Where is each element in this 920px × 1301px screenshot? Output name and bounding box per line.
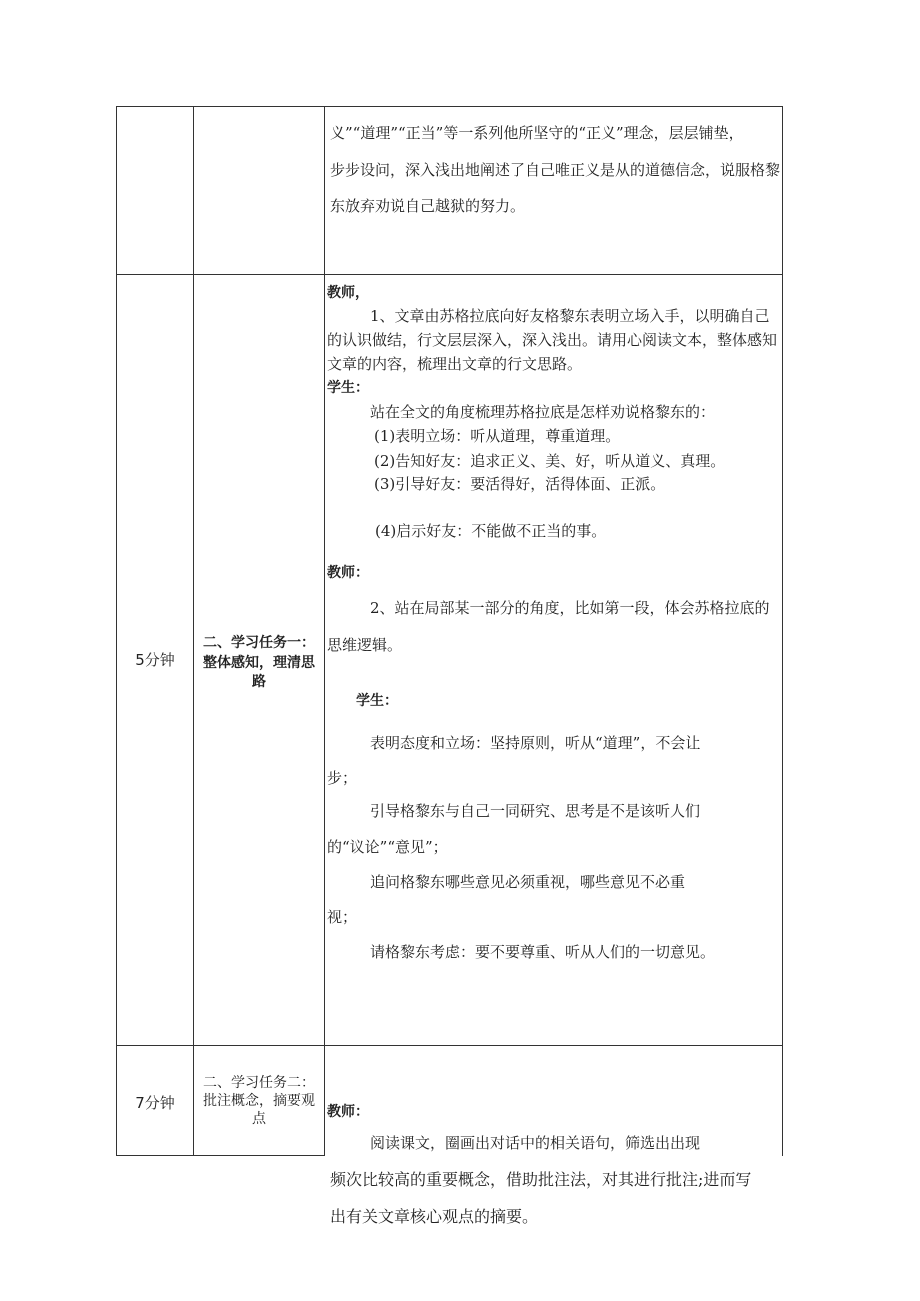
student2-line-7: 请格黎东考虑：要不要尊重、听从人们的一切意见。 (370, 943, 716, 961)
row3-teacher-label: 教师： (327, 1104, 369, 1120)
row2-task-line-3: 路 (252, 674, 266, 690)
student1-intro: 站在全文的角度梳理苏格拉底是怎样劝说格黎东的： (370, 403, 716, 421)
teacher1-label: 教师， (327, 285, 369, 301)
student2-label: 学生： (356, 693, 398, 709)
student2-line-3: 引导格黎东与自己一同研究、思考是不是该听人们 (370, 802, 701, 820)
column-divider-2 (324, 106, 325, 1156)
column-divider-1 (193, 106, 194, 1156)
row3-teacher-line: 阅读课文，圈画出对话中的相关语句，筛选出出现 (370, 1134, 701, 1152)
row2-time: 5分钟 (135, 651, 175, 669)
row1-content-line-3: 东放弃劝说自己越狱的努力。 (330, 197, 526, 215)
row2-task-line-2: 整体感知，理清思 (203, 655, 315, 671)
student1-point-1: (1)表明立场：听从道理，尊重道理。 (374, 427, 621, 445)
row2-task-line-1: 二、学习任务一： (203, 635, 315, 651)
row1-content-line-1: 义”“道理”“正当”等一系列他所坚守的“正义”理念，层层铺垫， (330, 124, 744, 142)
teacher1-line-2: 的认识做结，行文层层深入，深入浅出。请用心阅读文本，整体感知 (327, 331, 778, 349)
table-border-top (116, 106, 783, 107)
row1-content-line-2: 步步设问，深入浅出地阐述了自己唯正义是从的道德信念，说服格黎 (330, 161, 781, 179)
row-divider-1 (116, 274, 783, 275)
student1-point-2: (2)告知好友：追求正义、美、好，听从道义、真理。 (374, 452, 726, 470)
student2-line-1: 表明态度和立场：坚持原则，听从“道理”，不会让 (370, 734, 701, 752)
row3-task-line-3: 点 (252, 1111, 266, 1127)
after-table-line-2: 出有关文章核心观点的摘要。 (330, 1207, 539, 1226)
row3-task-line-2: 批注概念，摘要观 (203, 1093, 315, 1109)
after-table-line-1: 频次比较高的重要概念，借助批注法，对其进行批注;进而写 (330, 1170, 752, 1189)
student2-line-6: 视； (327, 908, 358, 926)
row3-time: 7分钟 (135, 1094, 175, 1112)
table-border-right (782, 106, 783, 1156)
table-border-bottom (116, 1155, 325, 1156)
row3-task-line-1: 二、学习任务二： (203, 1075, 315, 1091)
teacher1-line-1: 1、文章由苏格拉底向好友格黎东表明立场入手，以明确自己 (370, 307, 770, 325)
teacher2-line-2: 思维逻辑。 (327, 636, 403, 654)
student2-line-2: 步； (327, 769, 358, 787)
student2-line-4: 的“议论”“意见”； (327, 838, 448, 856)
teacher2-label: 教师： (327, 565, 369, 581)
teacher2-line-1: 2、站在局部某一部分的角度，比如第一段，体会苏格拉底的 (370, 599, 770, 617)
table-border-left (116, 106, 117, 1156)
teacher1-line-3: 文章的内容，梳理出文章的行文思路。 (327, 355, 583, 373)
student1-point-3: (3)引导好友：要活得好，活得体面、正派。 (374, 475, 666, 493)
student1-point-4: (4)启示好友：不能做不正当的事。 (375, 522, 607, 540)
row-divider-2 (116, 1045, 783, 1046)
student1-label: 学生： (327, 380, 369, 396)
student2-line-5: 追问格黎东哪些意见必须重视，哪些意见不必重 (370, 873, 686, 891)
